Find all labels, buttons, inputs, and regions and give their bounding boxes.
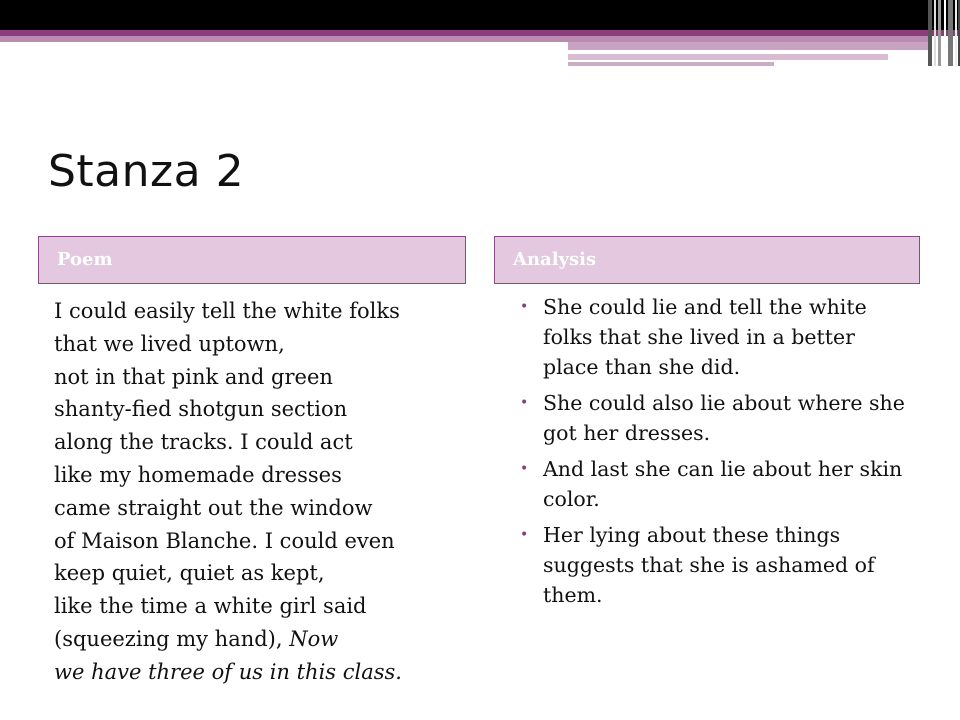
analysis-bullet: [520, 520, 912, 610]
poem-line: not in that pink and green: [54, 364, 333, 389]
analysis-bullet-text: She could also lie about where she got her dresses.: [543, 391, 905, 445]
poem-line: I could easily tell the white folks: [54, 299, 400, 323]
analysis-bullet-text: She could lie and tell the white folks that she lived in a better place than she did.: [543, 295, 867, 379]
poem-line: like my homemade dresses: [54, 462, 342, 487]
analysis-bullet: [520, 454, 912, 514]
bullet-dot-icon: •: [520, 299, 529, 315]
slide-title: Stanza 2: [48, 146, 245, 197]
analysis-bullet-text: Her lying about these things suggests that she is ashamed of them.: [543, 523, 875, 607]
bullet-dot-icon: •: [520, 395, 529, 411]
banner-lavender-bar: [568, 42, 930, 50]
poem-line: shanty-fied shotgun section: [54, 397, 348, 422]
banner-lavender-bar: [568, 54, 888, 60]
analysis-column-header: Analysis: [494, 236, 920, 284]
poem-line-italic: [54, 656, 474, 689]
decorative-banner: [0, 0, 960, 70]
bullet-dot-icon: •: [520, 461, 529, 477]
poem-line: that we lived uptown,: [54, 331, 285, 356]
poem-line-with-italic: [54, 623, 474, 656]
banner-black-bar: [0, 0, 960, 30]
analysis-bullet-list: [520, 292, 912, 616]
poem-line: of Maison Blanche. I could even: [54, 528, 395, 553]
analysis-bullet: [520, 292, 912, 382]
banner-vertical-stripes: [928, 0, 960, 66]
poem-line: came straight out the window: [54, 495, 373, 520]
poem-line: keep quiet, quiet as kept,: [54, 561, 325, 586]
poem-line: like the time a white girl said: [54, 594, 367, 619]
poem-italic-word: Now: [289, 626, 339, 651]
banner-white-line: [568, 50, 888, 53]
poem-line: along the tracks. I could act: [54, 430, 353, 455]
poem-line-text: (squeezing my hand),: [54, 626, 290, 651]
poem-column-header: Poem: [38, 236, 466, 284]
banner-lavender-bar: [568, 62, 774, 66]
poem-italic-line: we have three of us in this class.: [54, 659, 402, 684]
analysis-bullet-text: And last she can lie about her skin color.: [543, 457, 903, 511]
analysis-bullet: [520, 388, 912, 448]
bullet-dot-icon: •: [520, 527, 529, 543]
poem-text: [54, 295, 474, 689]
